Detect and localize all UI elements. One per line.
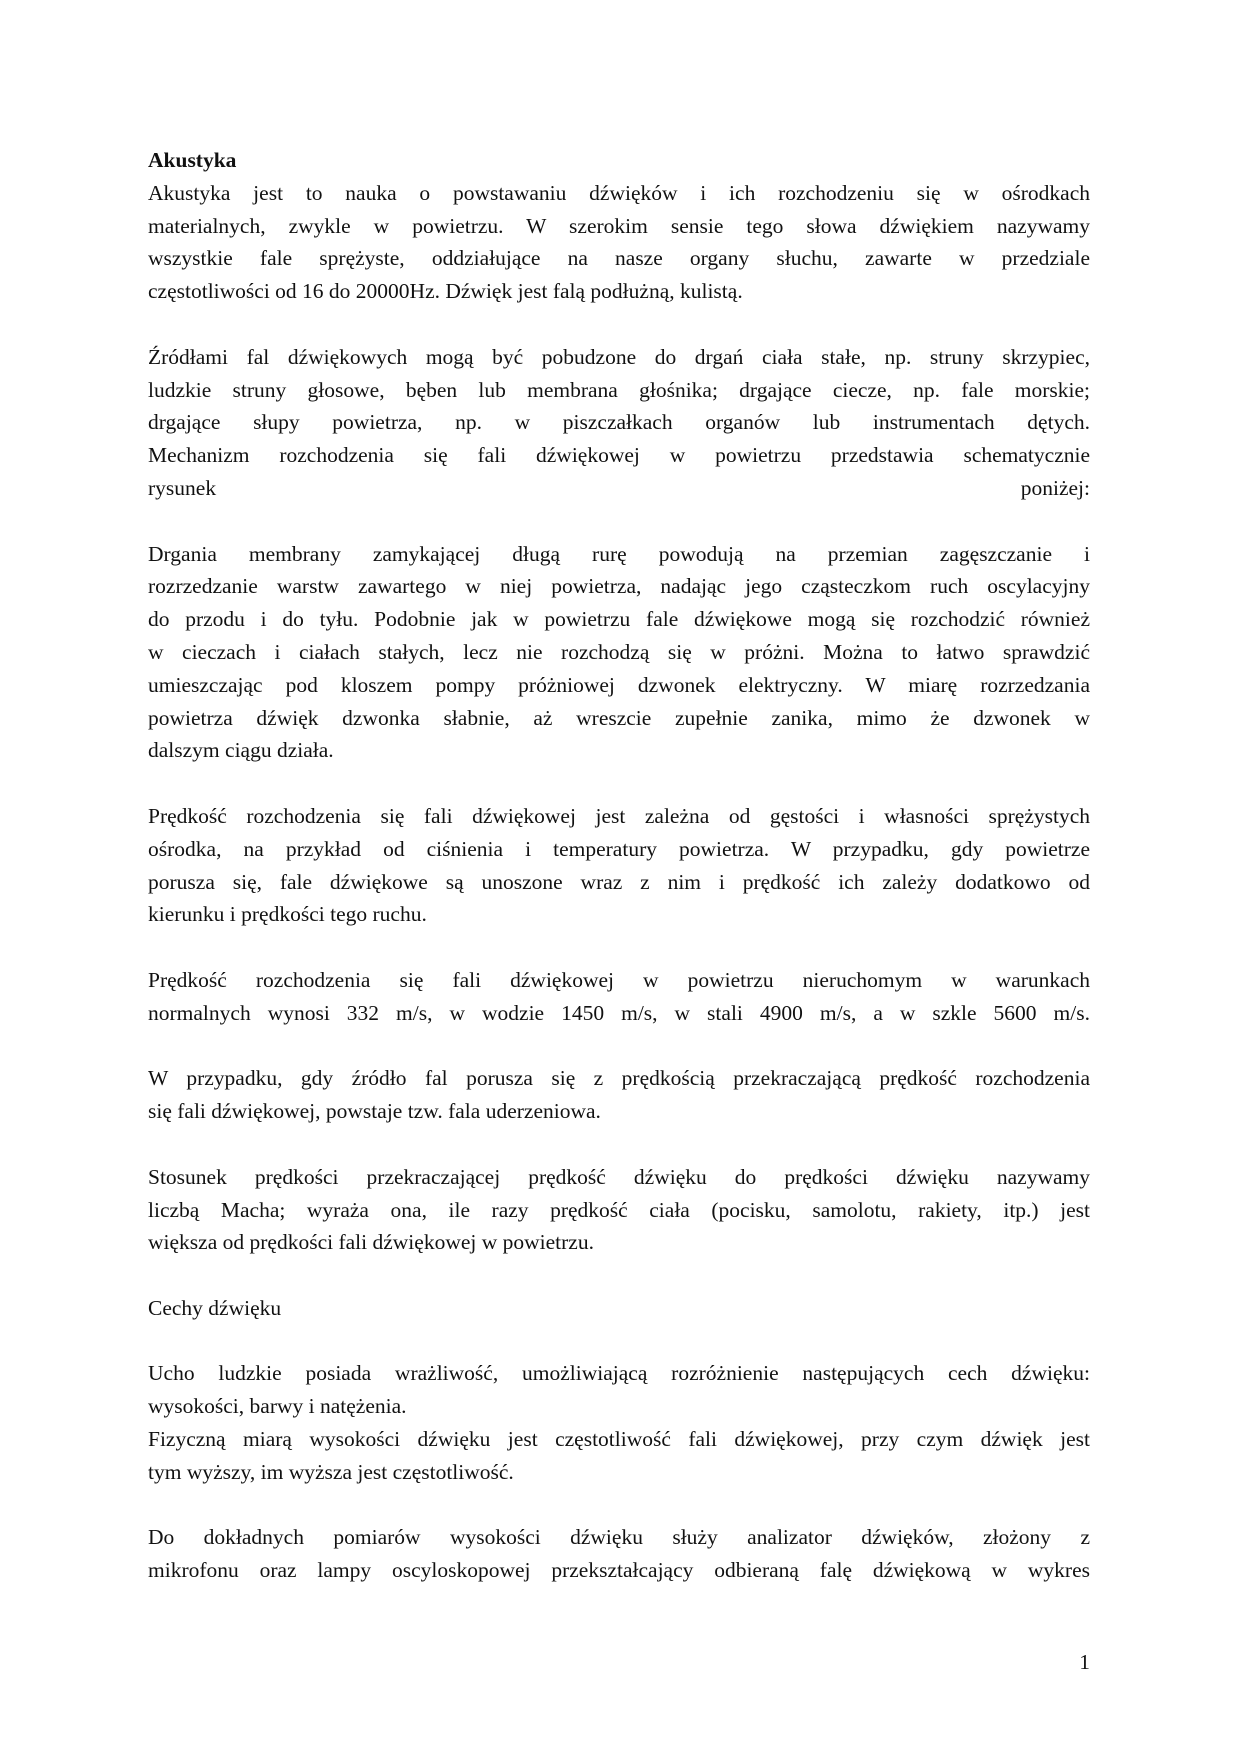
paragraph xyxy=(148,341,1090,505)
text-line: w cieczach i ciałach stałych, lecz nie rozchodzą się w próżni. Można to łatwo sprawdzić xyxy=(148,639,1090,664)
paragraph xyxy=(148,1161,1090,1259)
document-page xyxy=(148,144,1090,1620)
paragraph xyxy=(148,1357,1090,1423)
text-line: ośrodka, na przykład od ciśnienia i temperatury powietrza. W przypadku, gdy powietrze xyxy=(148,836,1090,861)
text-line: wysokości, barwy i natężenia. xyxy=(148,1394,407,1419)
paragraph xyxy=(148,1062,1090,1128)
text-line: kierunku i prędkości tego ruchu. xyxy=(148,902,427,927)
text-line: normalnych wynosi 332 m/s, w wodzie 1450 m/s, w stali 4900 m/s, a w szkle 5600 m/s. xyxy=(148,1000,1090,1025)
text-line: wszystkie fale sprężyste, oddziałujące na nasze organy słuchu, zawarte w przedziale xyxy=(148,246,1090,271)
text-line: Prędkość rozchodzenia się fali dźwiękowej w powietrzu nieruchomym w warunkach xyxy=(148,967,1090,992)
paragraph xyxy=(148,1423,1090,1489)
text-line: częstotliwości od 16 do 20000Hz. Dźwięk jest falą podłużną, kulistą. xyxy=(148,279,743,304)
text-line: dalszym ciągu działa. xyxy=(148,738,334,763)
paragraph xyxy=(148,177,1090,308)
text-line: Cechy dźwięku xyxy=(148,1295,282,1320)
document-title: Akustyka xyxy=(148,148,237,172)
text-line: W przypadku, gdy źródło fal porusza się z prędkością przekraczającą prędkość rozchodzenia xyxy=(148,1066,1090,1091)
paragraph xyxy=(148,800,1090,931)
text-line: mikrofonu oraz lampy oscyloskopowej przekształcający odbieraną falę dźwiękową w wykres xyxy=(148,1558,1090,1583)
paragraph xyxy=(148,964,1090,1030)
text-line: tym wyższy, im wyższa jest częstotliwość. xyxy=(148,1459,514,1484)
text-line: umieszczając pod kloszem pompy próżniowej dzwonek elektryczny. W miarę rozrzedzania xyxy=(148,672,1090,697)
document-body xyxy=(148,177,1090,1587)
text-line: większa od prędkości fali dźwiękowej w powietrzu. xyxy=(148,1230,594,1255)
text-line: Ucho ludzkie posiada wrażliwość, umożliwiającą rozróżnienie następujących cech dźwięku: xyxy=(148,1361,1090,1386)
text-line: Mechanizm rozchodzenia się fali dźwiękowej w powietrzu przedstawia schematycznie xyxy=(148,443,1090,468)
text-line: Akustyka jest to nauka o powstawaniu dźwięków i ich rozchodzeniu się w ośrodkach xyxy=(148,180,1090,205)
text-line: materialnych, zwykle w powietrzu. W szerokim sensie tego słowa dźwiękiem nazywamy xyxy=(148,213,1090,238)
page-number: 1 xyxy=(1079,1650,1090,1674)
text-line: Stosunek prędkości przekraczającej prędkość dźwięku do prędkości dźwięku nazywamy xyxy=(148,1164,1090,1189)
paragraph xyxy=(148,538,1090,768)
text-line: Prędkość rozchodzenia się fali dźwiękowej jest zależna od gęstości i własności sprężystych xyxy=(148,803,1090,828)
text-line: Drgania membrany zamykającej długą rurę powodują na przemian zagęszczanie i xyxy=(148,541,1090,566)
text-line: rysunek poniżej: xyxy=(148,475,1090,500)
text-line: rozrzedzanie warstw zawartego w niej powietrza, nadając jego cząsteczkom ruch oscylacyjny xyxy=(148,574,1090,599)
text-line: ludzkie struny głosowe, bęben lub membrana głośnika; drgające ciecze, np. fale morskie; xyxy=(148,377,1090,402)
paragraph xyxy=(148,1521,1090,1587)
text-line: do przodu i do tyłu. Podobnie jak w powietrzu fale dźwiękowe mogą się rozchodzić również xyxy=(148,607,1090,632)
text-line: Fizyczną miarą wysokości dźwięku jest częstotliwość fali dźwiękowej, przy czym dźwięk jest xyxy=(148,1427,1090,1452)
text-line: Źródłami fal dźwiękowych mogą być pobudzone do drgań ciała stałe, np. struny skrzypiec, xyxy=(148,344,1090,369)
text-line: drgające słupy powietrza, np. w piszczałkach organów lub instrumentach dętych. xyxy=(148,410,1090,435)
section-heading xyxy=(148,1292,1090,1325)
text-line: się fali dźwiękowej, powstaje tzw. fala uderzeniowa. xyxy=(148,1099,601,1124)
text-line: porusza się, fale dźwiękowe są unoszone wraz z nim i prędkość ich zależy dodatkowo od xyxy=(148,869,1090,894)
text-line: liczbą Macha; wyraża ona, ile razy prędkość ciała (pocisku, samolotu, rakiety, itp.) jest xyxy=(148,1197,1090,1222)
text-line: Do dokładnych pomiarów wysokości dźwięku służy analizator dźwięków, złożony z xyxy=(148,1525,1090,1550)
text-line: powietrza dźwięk dzwonka słabnie, aż wreszcie zupełnie zanika, mimo że dzwonek w xyxy=(148,705,1090,730)
